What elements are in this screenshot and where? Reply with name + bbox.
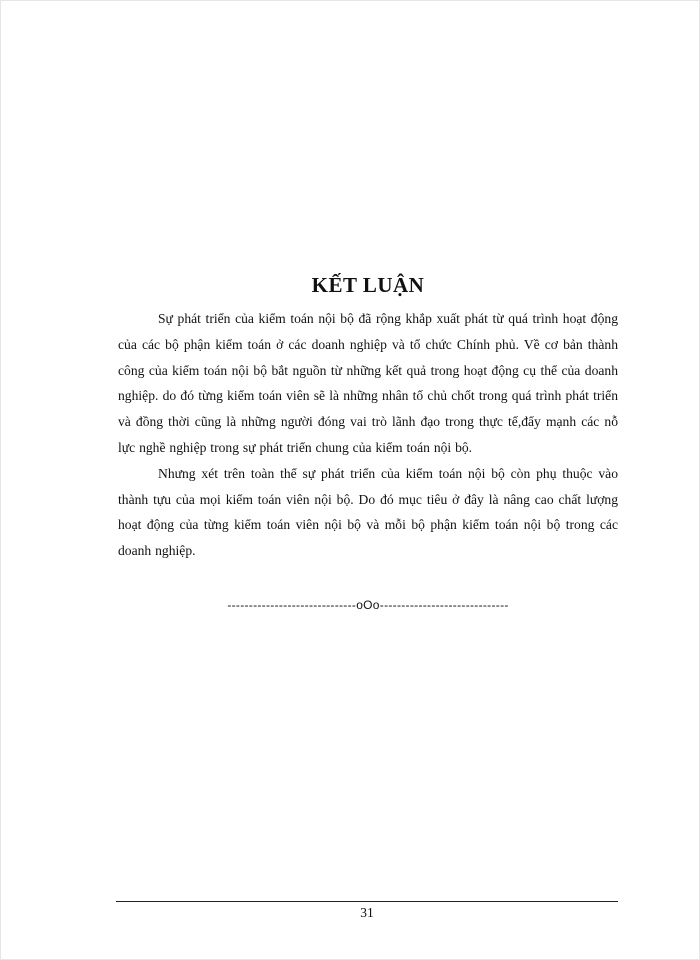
footer-rule <box>116 901 618 902</box>
section-separator: ------------------------------oOo------------------------------ <box>227 597 509 612</box>
page-number: 31 <box>360 905 374 920</box>
paragraph-1: Sự phát triển của kiểm toán nội bộ đã rộng khắp xuất phát từ quá trình hoạt động của các bộ phận kiểm toán ở các doanh nghiệp và tổ chức Chính phủ. Về cơ bản thành công của kiểm toán nội bộ bắt nguồn từ những kết quả trong hoạt động cụ thể của doanh nghiệp. do đó từng kiểm toán viên sẽ là những nhân tố chủ chốt trong quá trình phát triển và đồng thời cũng là những người đóng vai trò lãnh đạo trong thực tế,đẩy mạnh các nỗ lực nghề nghiệp trong sự phát triển chung của kiểm toán nội bộ. <box>118 311 618 455</box>
page-title: KẾT LUẬN <box>311 273 425 297</box>
paragraph-2: Nhưng xét trên toàn thể sự phát triển của kiểm toán nội bộ còn phụ thuộc vào thành tựu của mọi kiểm toán viên nội bộ. Do đó mục tiêu ở đây là nâng cao chất lượng hoạt động của từng kiểm toán viên nội bộ và mỗi bộ phận kiểm toán nội bộ trong các doanh nghiệp. <box>118 465 618 559</box>
document-body <box>118 270 618 612</box>
